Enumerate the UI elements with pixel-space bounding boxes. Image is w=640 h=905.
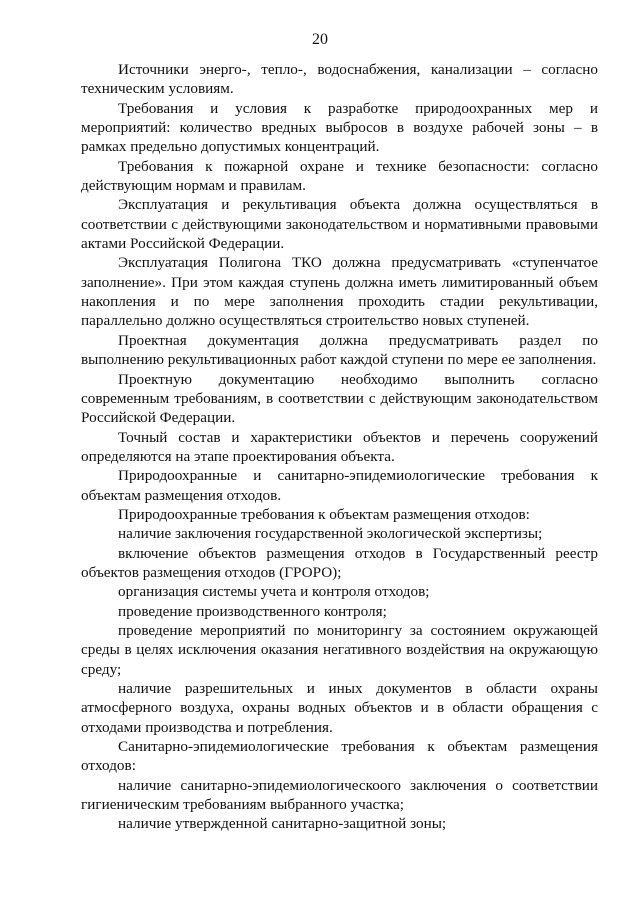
paragraph-fire-safety: Требования к пожарной охране и технике безопасности: согласно действующим нормам и правилам. [81,157,598,195]
paragraph-environmental-requirements: Требования и условия к разработке природоохранных мер и мероприятий: количество вредных выбросов в воздухе рабочей зоны – в рамках предельно допустимых концентраций. [81,99,598,156]
list-item-monitoring: проведение мероприятий по мониторингу за состоянием окружающей среды в целях исключения оказания негативного воздействия на окружающую среду; [81,621,598,678]
list-item-groro: включение объектов размещения отходов в Государственный реестр объектов размещения отходов (ГРОРО); [81,544,598,581]
paragraph-operation-recultivation: Эксплуатация и рекультивация объекта должна осуществляться в соответствии с действующими законодательством и нормативными правовыми актами Российской Федерации. [81,196,598,253]
paragraph-requirements-heading: Природоохранные и санитарно-эпидемиологические требования к объектам размещения отходов. [81,467,598,504]
page-number: 20 [312,31,328,48]
list-item-permits: наличие разрешительных и иных документов в области охраны атмосферного воздуха, охраны водных объектов и в области обращения с отходами производства и потребления. [81,680,598,736]
paragraph-utilities: Источники энерго-, тепло-, водоснабжения, канализации – согласно техническим условиям. [81,61,598,98]
list-item-expertise: наличие заключения государственной экологической экспертизы; [118,525,543,543]
list-item-accounting: организация системы учета и контроля отходов; [118,583,430,601]
paragraph-stepwise-filling: Эксплуатация Полигона ТКО должна предусматривать «ступенчатое заполнение». При этом каждая ступень должна иметь лимитированный объем накопления и по мере заполнения проходить стадии рекультивации, параллельно должно осуществляться строительство новых ступеней. [81,254,598,330]
list-item-production-control: проведение производственного контроля; [118,602,387,620]
list-item-sanitary-zone: наличие утвержденной санитарно-защитной зоны; [118,815,447,833]
list-item-sanitary-conclusion: наличие санитарно-эпидемиологическоого заключения о соответствии гигиеническим требованиям выбранного участка; [81,776,598,814]
document-body [81,60,598,834]
paragraph-project-recultivation-section: Проектная документация должна предусматривать раздел по выполнению рекультивационных работ каждой ступени по мере ее заполнения. [81,331,598,369]
paragraph-sanitary-list-intro: Санитарно-эпидемиологические требования к объектам размещения отходов: [81,738,598,775]
paragraph-object-composition: Точный состав и характеристики объектов и перечень сооружений определяются на этапе проектирования объекта. [81,428,598,465]
paragraph-environmental-list-intro: Природоохранные требования к объектам размещения отходов: [118,505,530,523]
paragraph-project-legislation: Проектную документацию необходимо выполнить согласно современным требованиям, в соответствии с действующим законодательством Российской Федерации. [81,370,598,427]
